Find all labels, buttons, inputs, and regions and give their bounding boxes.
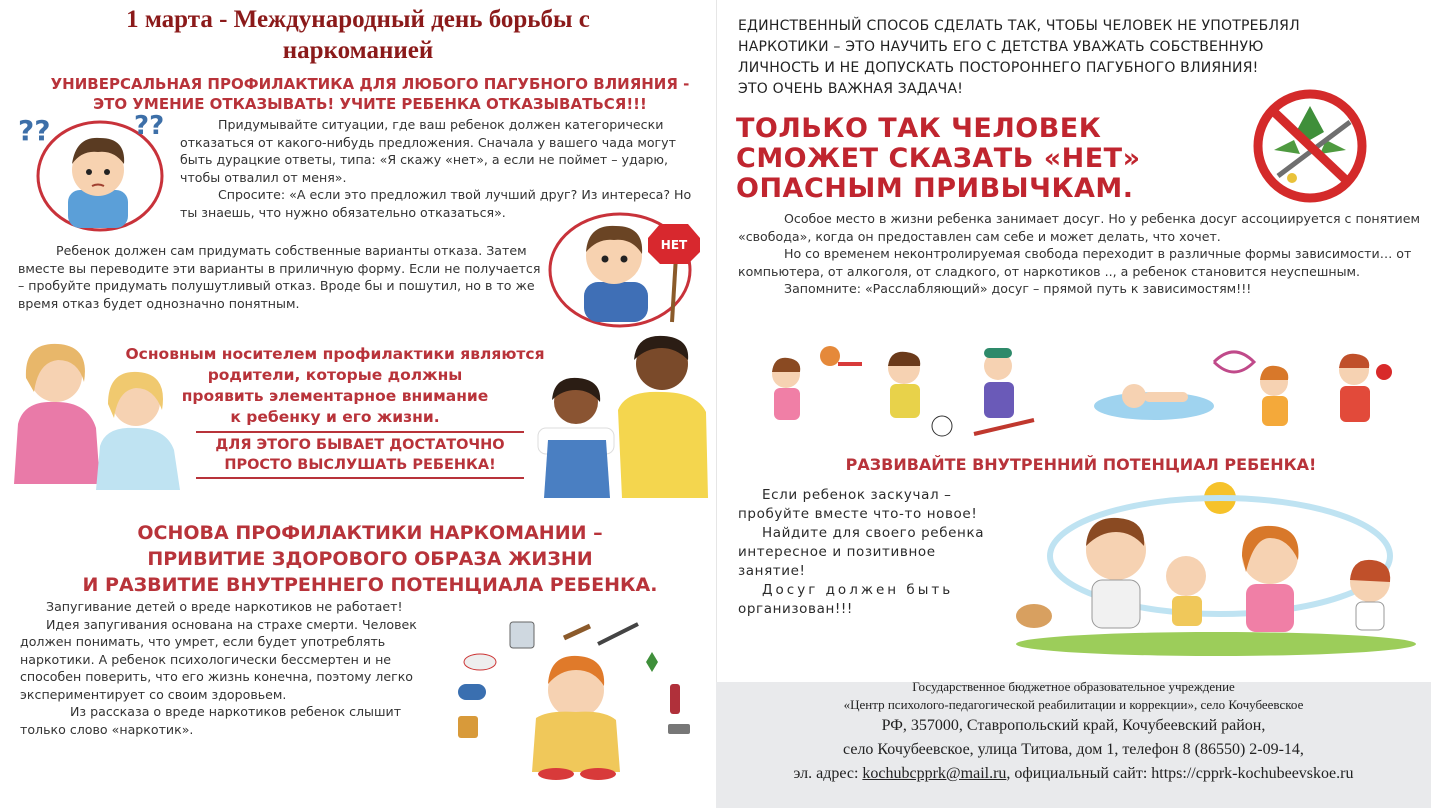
paragraph-scare: Запугивание детей о вреде наркотиков не работает!	[46, 599, 403, 614]
skier	[974, 348, 1034, 434]
say-no-slogan	[736, 114, 1216, 204]
scare-tactics-text	[20, 598, 450, 738]
paragraph-leisure: Особое место в жизни ребенка занимает досуг. Но у ребенка досуг ассоциируется с понятием «свобода», когда он предоставлен сам себе и может делать, что хочет.	[738, 211, 1420, 244]
son-face	[1166, 556, 1206, 596]
girl-dress	[96, 428, 180, 490]
paragraph-ask: Спросите: «А если это предложил твой лучший друг? Из интереса? Но ты знаешь, что нужно обязательно отказаться».	[180, 187, 692, 220]
prevention-basis-heading	[60, 520, 680, 598]
boxer-boy	[1339, 354, 1392, 422]
footer-address-region: РФ, 357000, Ставропольский край, Кочубеевский район,	[881, 717, 1266, 734]
footer-institution-type: Государственное бюджетное образовательное учреждение	[912, 679, 1235, 694]
boy-with-no-sign-illustration	[548, 212, 718, 330]
footer-institution-info	[716, 679, 1431, 808]
child-clothes	[532, 712, 620, 772]
slogan-line-3: ОПАСНЫМ ПРИВЫЧКАМ.	[736, 173, 1134, 204]
pills-icon	[464, 654, 496, 670]
paragraph-only-word: Из рассказа о вреде наркотиков ребенок слышит только слово «наркотик».	[20, 704, 402, 737]
boxing-glove-icon	[1376, 364, 1392, 380]
title-line-2: наркоманией	[282, 37, 434, 64]
bored-line-3: Найдите для своего ребенка	[762, 525, 985, 541]
bored-line-4: интересное и позитивное	[738, 544, 936, 560]
refusal-heading-line-2: ЭТО УМЕНИЕ ОТКАЗЫВАТЬ! УЧИТЕ РЕБЕНКА ОТКАЗЫВАТЬСЯ!!!	[93, 95, 647, 113]
leisure-text	[738, 210, 1428, 298]
paragraph-situations: Придумывайте ситуации, где ваш ребенок должен категорически отказаться от какого-нибудь предложения. Сначала у вашего чада могут быть дурацкие ответы, типа: «Я скажу «нет», а если не поймет – ударю, чтобы отвалил от меня».	[180, 117, 676, 185]
basis-line-3: И РАЗВИТИЕ ВНУТРЕННЕГО ПОТЕНЦИАЛА РЕБЕНКА.	[82, 574, 658, 596]
intro-line-1: ЕДИНСТВЕННЫЙ СПОСОБ СДЕЛАТЬ ТАК, ЧТОБЫ ЧЕЛОВЕК НЕ УПОТРЕБЛЯЛ	[738, 18, 1300, 34]
bored-child-text	[738, 486, 1018, 619]
site-label: , официальный сайт:	[1006, 765, 1152, 782]
parents-statement	[120, 344, 550, 428]
parents-line-3: проявить элементарное внимание	[181, 387, 489, 405]
children-activities-illustration	[734, 342, 1424, 446]
own-variants-text	[18, 242, 548, 312]
question-mark-icon: ??	[134, 111, 165, 141]
paragraph-dependency: Но со временем неконтролируемая свобода переходит в различные формы зависимости… от компьютера, от алкоголя, от сладкого, от наркотиков .., а ребенок становится неуспешным.	[738, 246, 1412, 279]
mother-dress	[14, 402, 100, 484]
listen-callout	[196, 431, 524, 479]
swimmer	[1094, 384, 1214, 420]
no-drugs-sign-icon	[1226, 92, 1396, 200]
father-shirt	[618, 392, 708, 498]
only-way-intro	[738, 16, 1418, 100]
page-title	[0, 4, 716, 66]
boy-overalls	[544, 440, 610, 498]
basis-line-2: ПРИВИТИЕ ЗДОРОВОГО ОБРАЗА ЖИЗНИ	[147, 548, 593, 570]
bored-line-2: пробуйте вместе что-то новое!	[738, 506, 978, 522]
title-line-1: 1 марта - Международный день борьбы с	[126, 6, 590, 33]
refusal-heading	[20, 74, 720, 114]
ski-icon	[974, 420, 1034, 434]
parents-line-4: к ребенку и его жизни.	[230, 408, 440, 426]
syringe-icon	[598, 624, 638, 644]
football-icon	[932, 416, 952, 436]
cannabis-leaf-icon	[646, 652, 658, 672]
basketball-girl	[772, 346, 862, 420]
gymnast-girl	[1214, 352, 1288, 426]
footer-contacts	[716, 762, 1431, 786]
child-with-harmful-items-illustration	[452, 614, 702, 784]
intro-line-3: ЛИЧНОСТЬ И НЕ ДОПУСКАТЬ ПОСТОРОННЕГО ПАГУБНОГО ВЛИЯНИЯ!	[738, 60, 1259, 76]
tablet-icon	[510, 622, 534, 648]
football-boy	[888, 352, 952, 436]
intro-line-4: ЭТО ОЧЕНЬ ВАЖНАЯ ЗАДАЧА!	[738, 81, 964, 97]
happy-family-illustration	[1006, 476, 1426, 660]
slogan-line-2: СМОЖЕТ СКАЗАТЬ «НЕТ»	[736, 143, 1141, 174]
cigarette-icon	[564, 626, 590, 638]
father-and-son-illustration	[530, 330, 716, 502]
basis-line-1: ОСНОВА ПРОФИЛАКТИКИ НАРКОМАНИИ –	[137, 522, 603, 544]
refusal-heading-line-1: УНИВЕРСАЛЬНАЯ ПРОФИЛАКТИКА ДЛЯ ЛЮБОГО ПАГУБНОГО ВЛИЯНИЯ -	[50, 75, 690, 93]
paragraph-remember: Запомните: «Расслабляющий» досуг – прямой путь к зависимостям!!!	[784, 281, 1252, 296]
boy-shirt	[584, 282, 648, 322]
confused-boy-illustration	[18, 112, 178, 232]
dog-icon	[1016, 604, 1052, 628]
slogan-line-1: ТОЛЬКО ТАК ЧЕЛОВЕК	[736, 113, 1102, 144]
email-label: эл. адрес:	[793, 765, 863, 782]
bottle-icon	[670, 684, 680, 714]
parents-line-2: родители, которые должны	[207, 366, 463, 384]
paragraph-variants: Ребенок должен сам придумать собственные варианты отказа. Затем вместе вы переводите эти варианты в приличную форму. Если не получается – пробуйте придумать полушутливый отказ. Вроде бы и пошутил, но в то же время отказ будет однозначно понятным.	[18, 243, 541, 311]
parents-line-1: Основным носителем профилактики являются	[125, 345, 545, 363]
panel-divider	[716, 0, 717, 682]
pill-icon	[1287, 173, 1297, 183]
bored-line-7: организован!!!	[738, 601, 853, 617]
develop-potential-heading: РАЗВИВАЙТЕ ВНУТРЕННИЙ ПОТЕНЦИАЛ РЕБЕНКА!	[845, 455, 1317, 474]
no-sign-label: НЕТ	[660, 238, 688, 252]
beer-mug-icon	[458, 716, 478, 738]
razor-blade-icon	[668, 724, 690, 734]
paragraph-fear-of-death: Идея запугивания основана на страхе смерти. Человек должен понимать, что умрет, если будет употреблять наркотики. А ребенок психологически бессмертен и не способен поверить, что его жизнь конечна, поэтому легко экспериментирует со своим здоровьем.	[20, 616, 417, 702]
bored-line-1: Если ребенок заскучал –	[762, 487, 952, 503]
intro-line-2: НАРКОТИКИ – ЭТО НАУЧИТЬ ЕГО С ДЕТСТВА УВАЖАТЬ СОБСТВЕННУЮ	[738, 39, 1264, 55]
bored-line-5: занятие!	[738, 563, 806, 579]
question-mark-icon: ??	[18, 114, 51, 147]
listen-line-1: ДЛЯ ЭТОГО БЫВАЕТ ДОСТАТОЧНО	[215, 437, 505, 453]
listen-line-2: ПРОСТО ВЫСЛУШАТЬ РЕБЕНКА!	[224, 457, 496, 473]
email-link[interactable]: kochubcpprk@mail.ru	[862, 765, 1007, 782]
grass	[1016, 632, 1416, 656]
website-link[interactable]: https://cpprk-kochubeevskoe.ru	[1151, 765, 1354, 782]
bored-line-6: Досуг должен быть	[762, 582, 954, 598]
footer-institution-name: «Центр психолого-педагогической реабилитации и коррекции», село Кочубеевское	[843, 697, 1304, 712]
footer-address-street-phone: село Кочубеевское, улица Титова, дом 1, телефон 8 (86550) 2-09-14,	[843, 741, 1304, 758]
gamepad-icon	[458, 684, 486, 700]
basketball-icon	[820, 346, 840, 366]
role-play-text	[180, 116, 700, 221]
